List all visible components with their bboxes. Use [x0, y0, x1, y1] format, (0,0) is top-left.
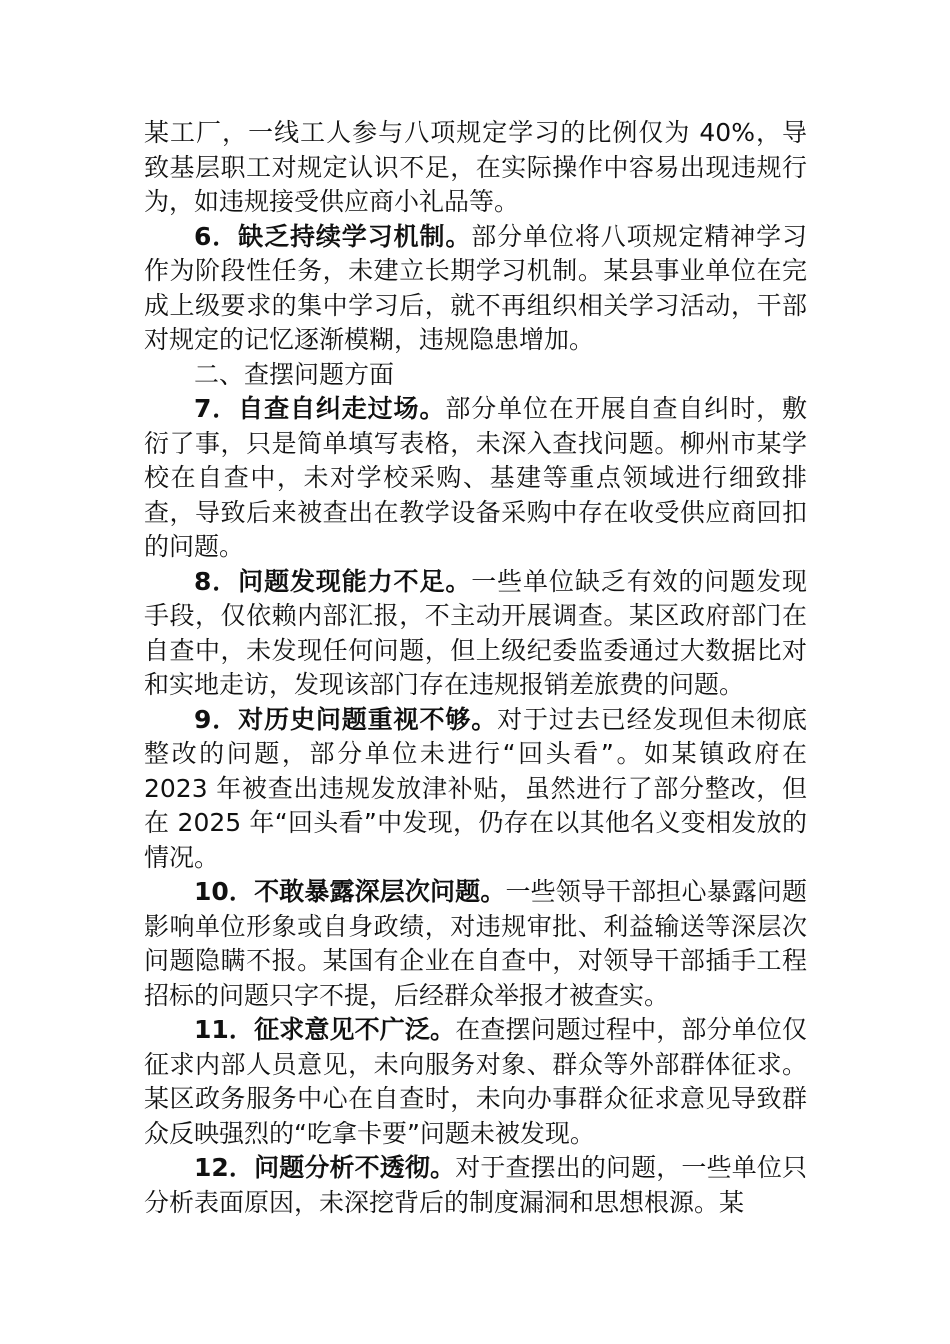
paragraph-text: 部分单位在开展自查自纠时，敷衍了事，只是简单填写表格，未深入查找问题。柳州市某学校在自查中，未对学校采购、基建等重点领域进行细致排查，导致后来被查出在教学设备采购中存在收受供应商回扣的问题。	[144, 394, 807, 561]
paragraph-text: 一些领导干部担心暴露问题影响单位形象或自身政绩，对违规审批、利益输送等深层次问题隐瞒不报。某国有企业在自查中，对领导干部插手工程招标的问题只字不提，后经群众举报才被查实。	[144, 877, 807, 1010]
paragraph-text: 一些单位缺乏有效的问题发现手段，仅依赖内部汇报，不主动开展调查。某区政府部门在自查中，未发现任何问题，但上级纪委监委通过大数据比对和实地走访，发现该部门存在违规报销差旅费的问题。	[144, 566, 807, 699]
section-heading-text: 二、查摆问题方面	[194, 359, 395, 389]
paragraph-item-9	[144, 703, 807, 876]
paragraph-text: 对于过去已经发现但未彻底整改的问题，部分单位未进行“回头看”。如某镇政府在 2023 年被查出违规发放津补贴，虽然进行了部分整改，但在 2025 年“回头看”中发现，仍存在以其他名义变相发放的情况。	[144, 704, 807, 872]
paragraph-heading: 9．对历史问题重视不够。	[194, 704, 498, 734]
paragraph-heading: 8．问题发现能力不足。	[194, 566, 472, 596]
paragraph-text: 部分单位将八项规定精神学习作为阶段性任务，未建立长期学习机制。某县事业单位在完成上级要求的集中学习后，就不再组织相关学习活动，干部对规定的记忆逐渐模糊，违规隐患增加。	[144, 221, 807, 354]
paragraph-item-7	[144, 392, 807, 565]
paragraph-item-8	[144, 565, 807, 703]
paragraph-item-12	[144, 1151, 807, 1220]
paragraph-heading: 6．缺乏持续学习机制。	[194, 221, 472, 251]
paragraph-heading: 7．自查自纠走过场。	[194, 394, 446, 423]
paragraph-item-6	[144, 220, 807, 358]
paragraph-text: 在查摆问题过程中，部分单位仅征求内部人员意见，未向服务对象、群众等外部群体征求。某区政务服务中心在自查时，未向办事群众征求意见导致群众反映强烈的“吃拿卡要”问题未被发现。	[144, 1015, 807, 1148]
paragraph-heading: 11．征求意见不广泛。	[194, 1015, 456, 1044]
document-body	[144, 116, 807, 1220]
paragraph-item-10	[144, 875, 807, 1013]
section-heading	[144, 358, 807, 393]
paragraph-heading: 12．问题分析不透彻。	[194, 1153, 456, 1182]
paragraph-heading: 10．不敢暴露深层次问题。	[194, 877, 506, 906]
paragraph-item-11	[144, 1013, 807, 1151]
paragraph-text: 对于查摆出的问题，一些单位只分析表面原因，未深挖背后的制度漏洞和思想根源。某	[144, 1153, 807, 1217]
paragraph-continuation	[144, 116, 807, 220]
paragraph-text: 某工厂，一线工人参与八项规定学习的比例仅为 40%，导致基层职工对规定认识不足，在实际操作中容易出现违规行为，如违规接受供应商小礼品等。	[144, 118, 807, 216]
